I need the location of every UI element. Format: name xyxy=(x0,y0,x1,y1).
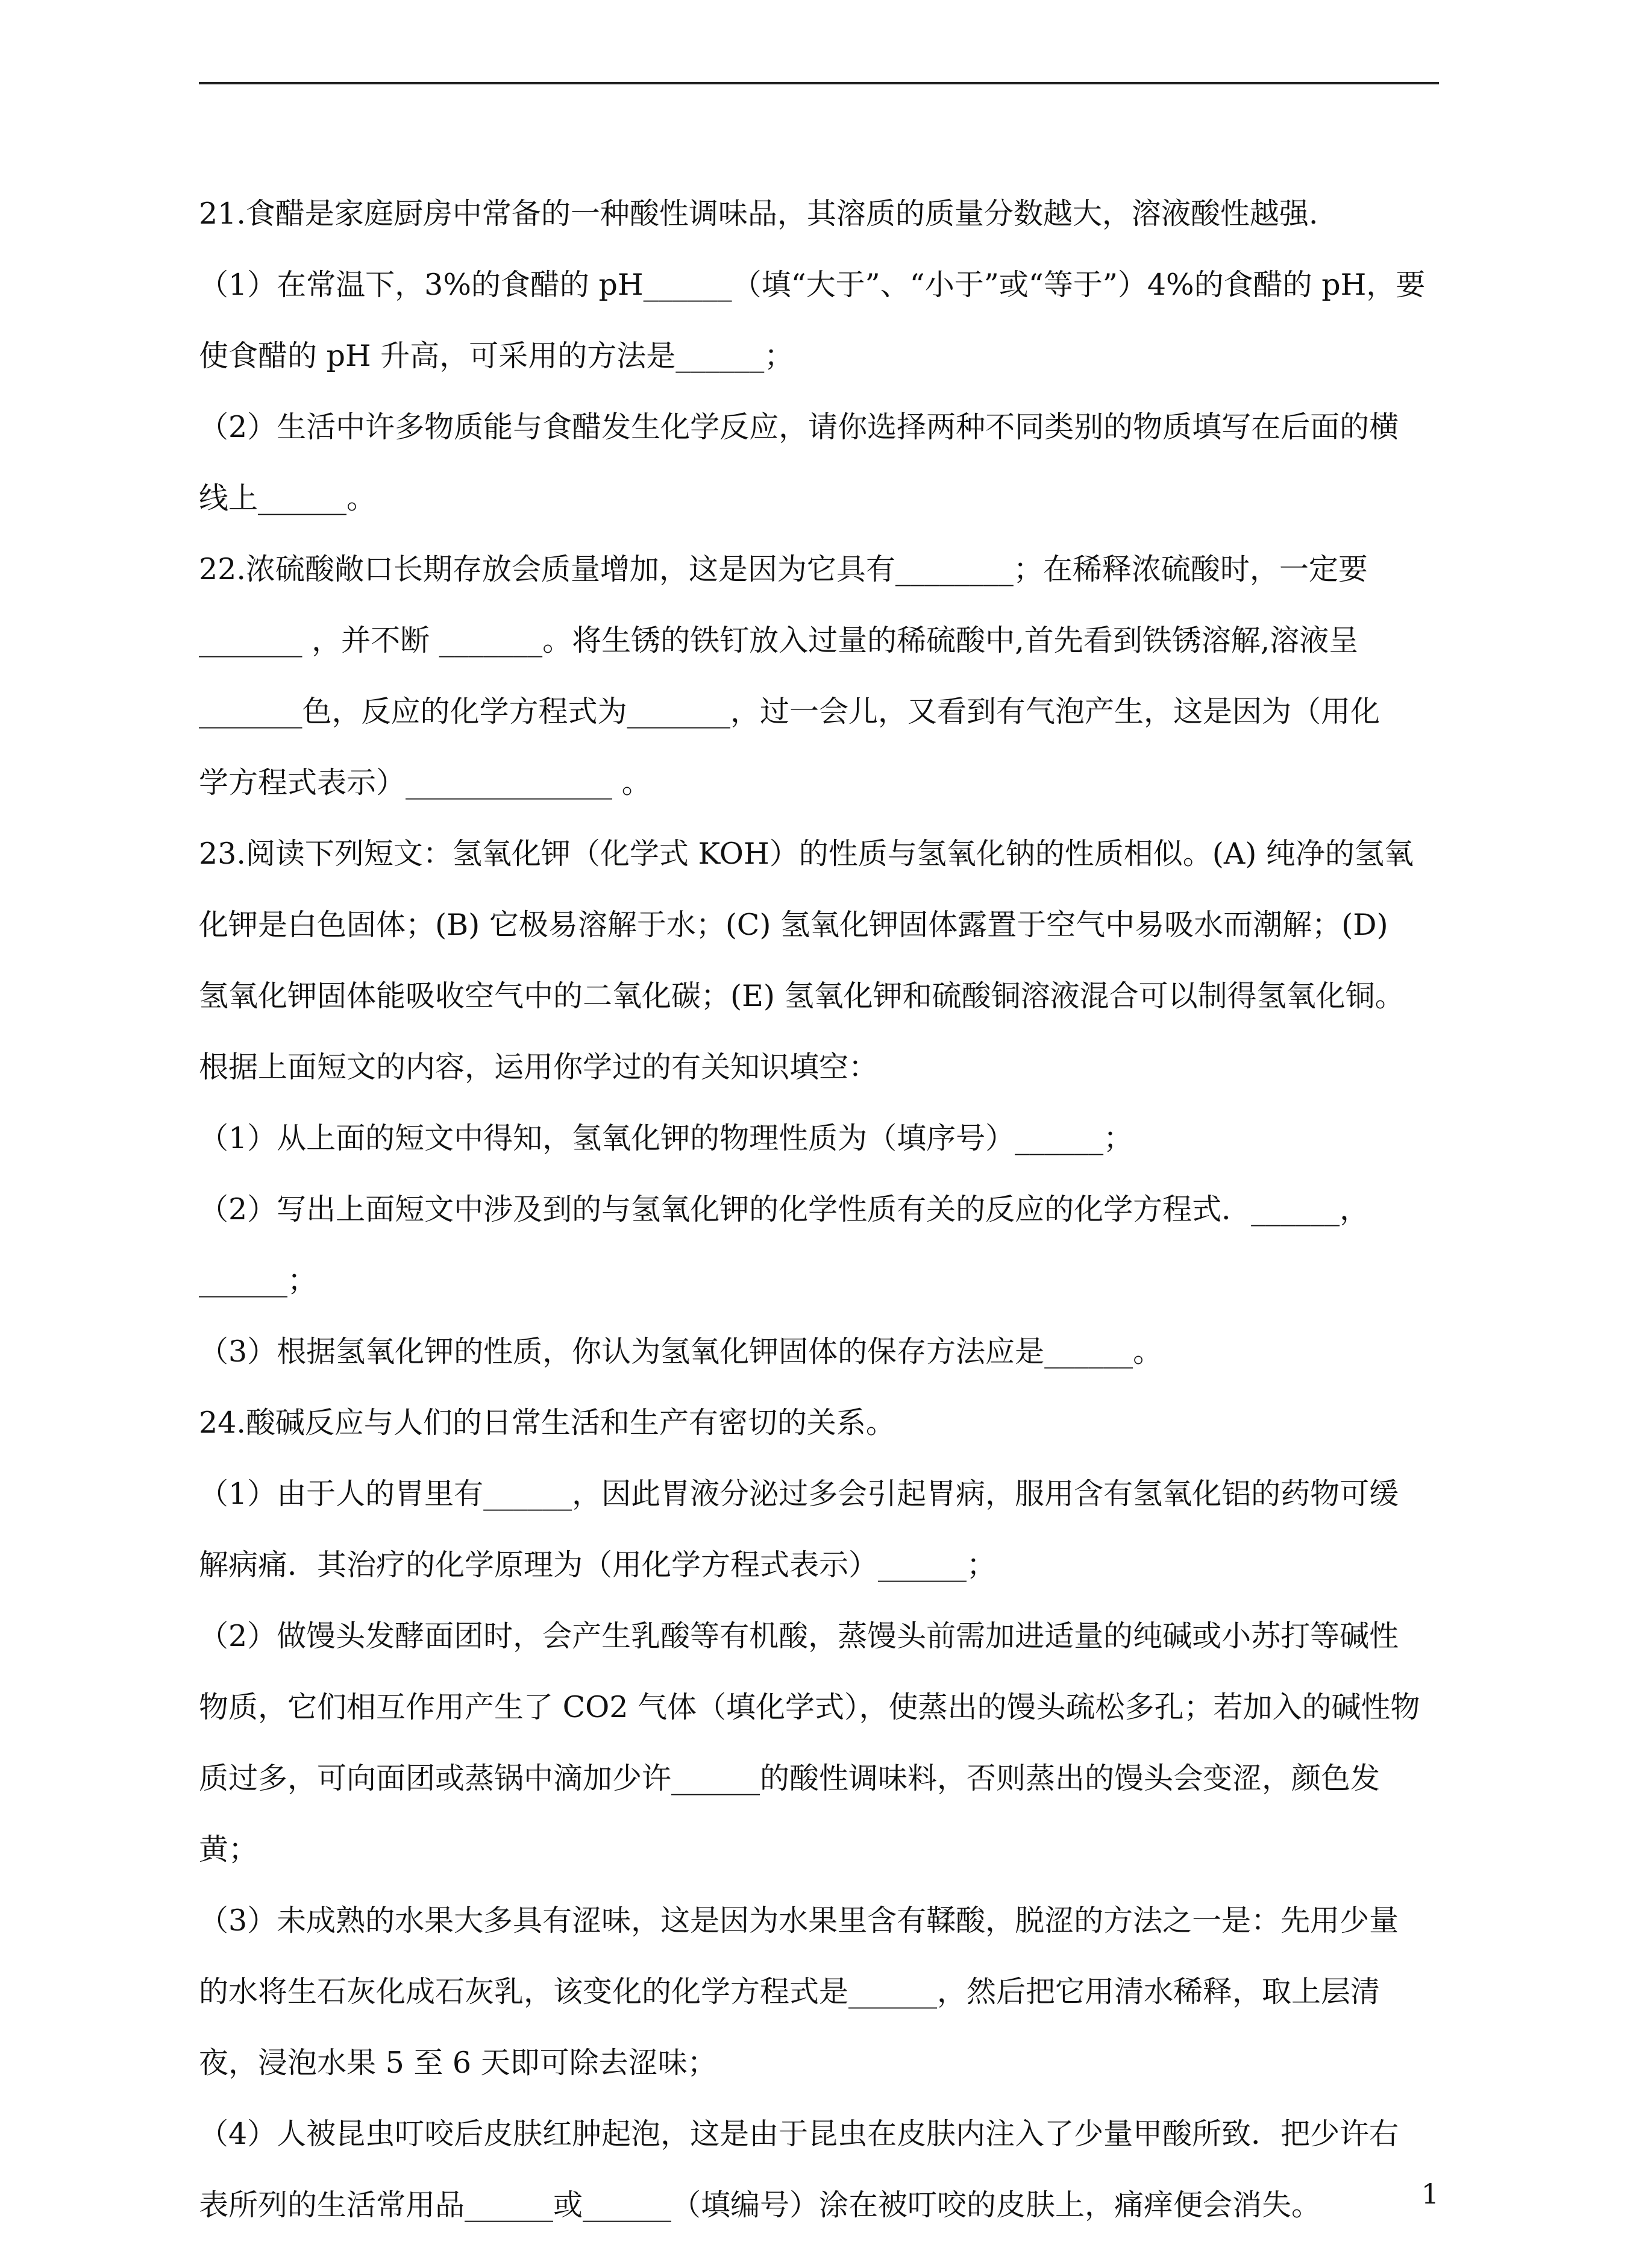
text-line: _______ ，并不断 _______。将生锈的铁钉放入过量的稀硫酸中,首先看到铁锈溶解,溶液呈 xyxy=(199,623,1359,658)
text-line: （4）人被昆虫叮咬后皮肤红肿起泡，这是由于昆虫在皮肤内注入了少量甲酸所致．把少许右 xyxy=(199,2117,1399,2151)
text-line: 氢氧化钾固体能吸收空气中的二氧化碳；(E) 氢氧化钾和硫酸铜溶液混合可以制得氢氧化铜。 xyxy=(199,979,1405,1013)
document-body xyxy=(199,178,1439,2241)
text-line: （1）从上面的短文中得知，氢氧化钾的物理性质为（填序号）______； xyxy=(199,1121,1133,1155)
text-line: （3）未成熟的水果大多具有涩味，这是因为水果里含有鞣酸，脱涩的方法之一是：先用少量 xyxy=(199,1903,1399,1938)
text-line: 物质，它们相互作用产生了 CO2 气体（填化学式），使蒸出的馒头疏松多孔；若加入的碱性物 xyxy=(199,1690,1420,1724)
text-line: （2）生活中许多物质能与食醋发生化学反应，请你选择两种不同类别的物质填写在后面的横 xyxy=(199,410,1399,444)
text-line: 夜，浸泡水果 5 至 6 天即可除去涩味； xyxy=(199,2046,717,2080)
text-line: （1）在常温下，3%的食醋的 pH______（填“大于”、“小于”或“等于”）4%的食醋的 pH，要 xyxy=(199,268,1426,302)
text-line: ______； xyxy=(199,1263,318,1298)
text-line: 化钾是白色固体；(B) 它极易溶解于水；(C) 氢氧化钾固体露置于空气中易吸水而潮解；(D) xyxy=(199,908,1388,942)
text-line: 学方程式表示）______________ 。 xyxy=(199,765,651,800)
text-line: 黄； xyxy=(199,1832,259,1867)
text-line: 22.浓硫酸敞口长期存放会质量增加，这是因为它具有________；在稀释浓硫酸时，一定要 xyxy=(199,552,1368,586)
text-line: 线上______。 xyxy=(199,481,377,515)
text-line: 表所列的生活常用品______或______（填编号）涂在被叮咬的皮肤上，痛痒便会消失。 xyxy=(199,2188,1321,2222)
text-line: （1）由于人的胃里有______，因此胃液分泌过多会引起胃病，服用含有氢氧化铝的药物可缓 xyxy=(199,1477,1399,1511)
text-line: 质过多，可向面团或蒸锅中滴加少许______的酸性调味料，否则蒸出的馒头会变涩，颜色发 xyxy=(199,1761,1381,1795)
text-line: 根据上面短文的内容，运用你学过的有关知识填空： xyxy=(199,1050,879,1084)
text-line: 24.酸碱反应与人们的日常生活和生产有密切的关系。 xyxy=(199,1406,895,1440)
text-line: 23.阅读下列短文：氢氧化钾（化学式 KOH）的性质与氢氧化钠的性质相似。(A) 纯净的氢氧 xyxy=(199,837,1414,871)
text-line: （3）根据氢氧化钾的性质，你认为氢氧化钾固体的保存方法应是______。 xyxy=(199,1334,1163,1369)
text-line: 使食醋的 pH 升高，可采用的方法是______； xyxy=(199,339,794,373)
text-line: （2）做馒头发酵面团时，会产生乳酸等有机酸，蒸馒头前需加进适量的纯碱或小苏打等碱性 xyxy=(199,1619,1399,1653)
text-line: 的水将生石灰化成石灰乳，该变化的化学方程式是______，然后把它用清水稀释，取上层清 xyxy=(199,1974,1381,2009)
text-line: （2）写出上面短文中涉及到的与氢氧化钾的化学性质有关的反应的化学方程式．______， xyxy=(199,1192,1370,1227)
header-rule xyxy=(199,82,1439,84)
text-line: 21.食醋是家庭厨房中常备的一种酸性调味品，其溶质的质量分数越大，溶液酸性越强. xyxy=(199,196,1318,231)
text-line: 解病痛．其治疗的化学原理为（用化学方程式表示）______； xyxy=(199,1548,997,1582)
page-number: 1 xyxy=(1421,2178,1439,2210)
text-line: _______色，反应的化学方程式为_______，过一会儿，又看到有气泡产生，这是因为（用化 xyxy=(199,694,1381,729)
